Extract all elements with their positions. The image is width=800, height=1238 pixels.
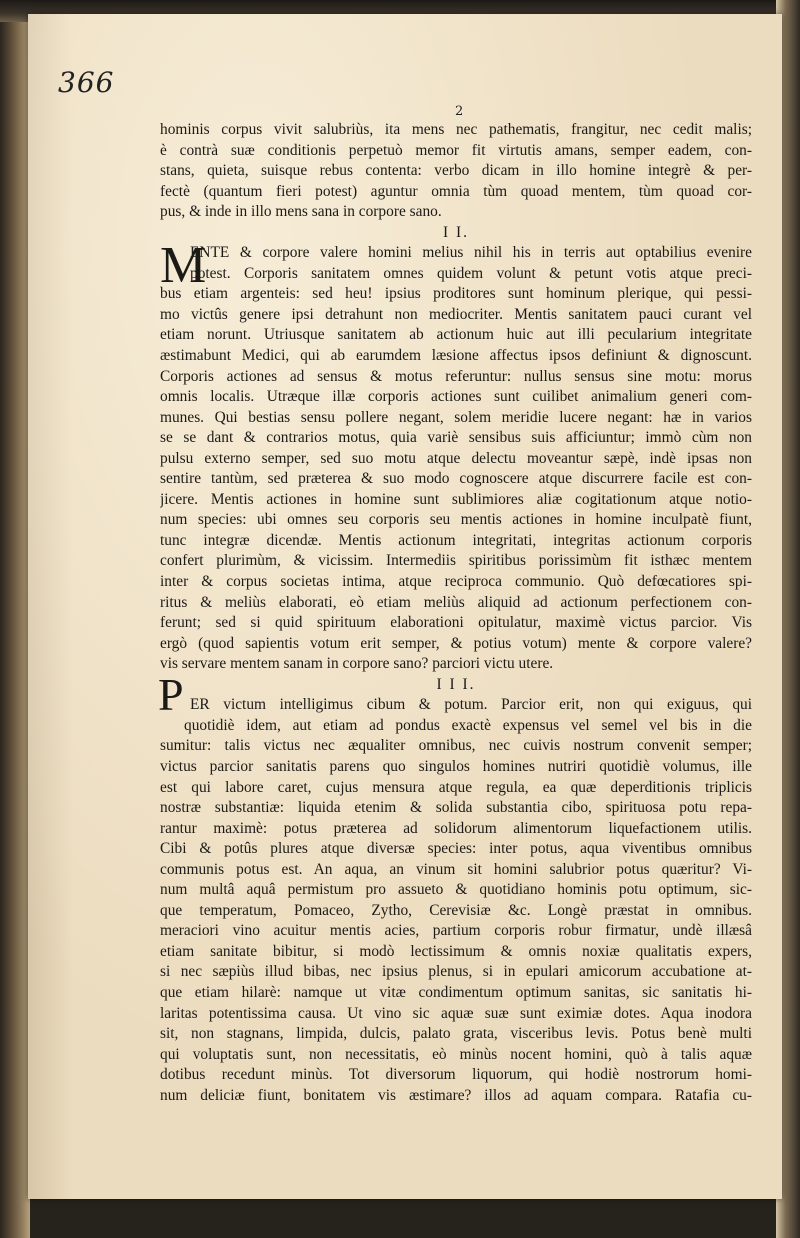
text-line: inter & corpus societas intima, atque reciproca communio. Quò defœcatiores spi-: [160, 573, 752, 591]
text-line: laritas potentissima causa. Ut vino sic aquæ suæ sunt eximiæ dotes. Aqua inodora: [160, 1004, 752, 1022]
text-line: que temperatum, Pomaceo, Zytho, Cerevisiæ &c. Longè præstat in omnibus.: [160, 901, 752, 919]
text-line: fectè (quantum fieri potest) aguntur omnia tùm quoad mentem, tùm quoad cor-: [160, 182, 752, 200]
page-number: 366: [58, 66, 115, 99]
text-line: ER victum intelligimus cibum & potum. Parcior erit, non qui exiguus, qui: [190, 696, 752, 714]
text-line: sumitur: talis victus nec æqualiter omnibus, nec cuivis nostrum convenit semper;: [160, 737, 752, 755]
body-text: [160, 120, 752, 1106]
text-line: se se dant & contrarios motus, quia variè sensibus suis afficiuntur; immò cùm non: [160, 429, 752, 447]
text-line: ritus & meliùs elaborati, eò etiam meliùs aliquid ad actionum perfectionem con-: [160, 593, 752, 611]
text-line: num deliciæ fiunt, bonitatem vis æstimare? illos ad aquam compara. Ratafia cu-: [160, 1086, 752, 1104]
drop-cap-section-3: P: [158, 669, 184, 720]
text-line: dotibus recedunt minùs. Tot diversorum liquorum, qui hodiè nostrorum homi-: [160, 1066, 752, 1084]
section-heading-ii: I I.: [443, 223, 469, 241]
text-line: que etiam hilarè: namque ut vitæ condimentum optimum sanitas, sic sanitatis hi-: [160, 983, 752, 1001]
text-line: munes. Qui bestias sensu pollere negant, solem meridie lucere negant: hæ in varios: [160, 408, 752, 426]
signature-mark: 2: [455, 104, 464, 119]
text-line: omnis localis. Utræque illæ corporis actiones sunt cuilibet animalium generi com-: [160, 388, 752, 406]
text-line: communis potus est. An aqua, an vinum sit homini salubrior potus quæritur? Vi-: [160, 860, 752, 878]
text-line: hominis corpus vivit salubriùs, ita mens nec pathematis, frangitur, nec cedit malis;: [160, 121, 752, 138]
text-line: Cibi & potûs plures atque diversæ species: inter potus, aqua viventibus omnibus: [160, 840, 752, 858]
text-line: pus, & inde in illo mens sana in corpore sano.: [160, 203, 442, 221]
text-line: confert plurimùm, & vicissim. Intermediis spiritibus porissimùm fit isthæc mentem: [160, 552, 752, 570]
text-line: etiam sanitate bibitur, si modò lectissimum & omnis noxiæ qualitatis expers,: [160, 942, 752, 960]
text-line: rantur maximè: potus præterea ad solidorum alimentorum liquefactionem utilis.: [160, 819, 752, 837]
text-line: meraciori vino acuitur mentis acies, partium corporis robur firmatur, undè illæsâ: [160, 922, 752, 940]
text-line: æstimabunt Medici, qui ab earumdem læsione affectus ipsos definiunt & dignoscunt.: [160, 347, 752, 365]
text-line: potest. Corporis sanitatem omnes quidem volunt & petunt votis atque preci-: [190, 264, 752, 282]
text-line: bus etiam argenteis: sed heu! ipsius proditores sunt hominum plerique, qui pessi-: [160, 285, 752, 303]
text-line: jicere. Mentis actiones in homine sunt sublimiores aliæ cogitationum atque notio-: [160, 490, 752, 508]
text-line: etiam norunt. Utriusque sanitatem ab actionum huic aut illi pecularium integritate: [160, 326, 752, 344]
text-line: qui voluptatis sunt, non necessitatis, eò minùs nocent homini, quò à talis aquæ: [160, 1045, 752, 1063]
drop-cap-section-2: M: [160, 237, 207, 294]
section-heading-iii: I I I.: [436, 675, 476, 693]
text-line: vis servare mentem sanam in corpore sano? parciori victu utere.: [160, 655, 554, 673]
text-line: Corporis actiones ad sensus & motus referuntur: nullus sensus sine motu: morus: [160, 367, 752, 385]
text-line: quotidiè idem, aut etiam ad pondus exactè expensus vel semel vel bis in die: [184, 716, 752, 734]
text-line: si nec sæpiùs illud bibas, nec ipsius plenus, si in epulari amicorum accubatione at-: [160, 963, 752, 981]
text-line: ergò (quod sapientis votum erit semper, & potius votum) mente & corpore valere?: [160, 634, 752, 652]
text-line: è contrà suæ conditionis perpetuò memor fit virtutis amans, semper eadem, con-: [160, 141, 752, 159]
text-line: mo victûs genere ipsi detrahunt non mediocriter. Mentis sanitatem pauci curant vel: [160, 305, 752, 323]
book-spine: [0, 0, 30, 1238]
text-line: num multâ aquâ permistum pro assueto & quotidiano hominis potu optimum, sic-: [160, 881, 752, 899]
text-line: victus parcior sanitatis parens quo singulos homines nutriri quotidiè volumus, ille: [160, 757, 752, 775]
text-line: pulsu externo semper, sed suo motu atque delectu moveantur sæpè, indè ipsas non: [160, 449, 752, 467]
text-line: stans, quieta, suisque rebus contenta: verbo dicam in illo homine integrè & per-: [160, 162, 752, 180]
text-line: sit, non stagnans, limpida, dulcis, palato grata, visceribus levis. Potus benè multi: [160, 1025, 752, 1043]
text-line: num species: ubi omnes seu corporis seu mentis actiones in homine inculpatè fiunt,: [160, 511, 752, 529]
text-line: ENTE & corpore valere homini melius nihil his in terris aut optabilius evenire: [190, 244, 752, 262]
text-line: tunc integræ dicendæ. Mentis actionum integritati, integritas actionum corporis: [160, 531, 752, 549]
text-line: est qui labore caret, cujus mensura atque regula, ea quæ deperditionis triplicis: [160, 778, 752, 796]
text-line: nostræ substantiæ: liquida etenim & solida substantia cibo, spirituosa potu repa-: [160, 799, 752, 817]
text-line: ferunt; sed si quid spirituum elaborationi opitulatur, maximè victus parcior. Vis: [160, 614, 752, 632]
text-line: sentire tantùm, sed præterea & suo modo cognoscere atque discurrere facile est con-: [160, 470, 752, 488]
